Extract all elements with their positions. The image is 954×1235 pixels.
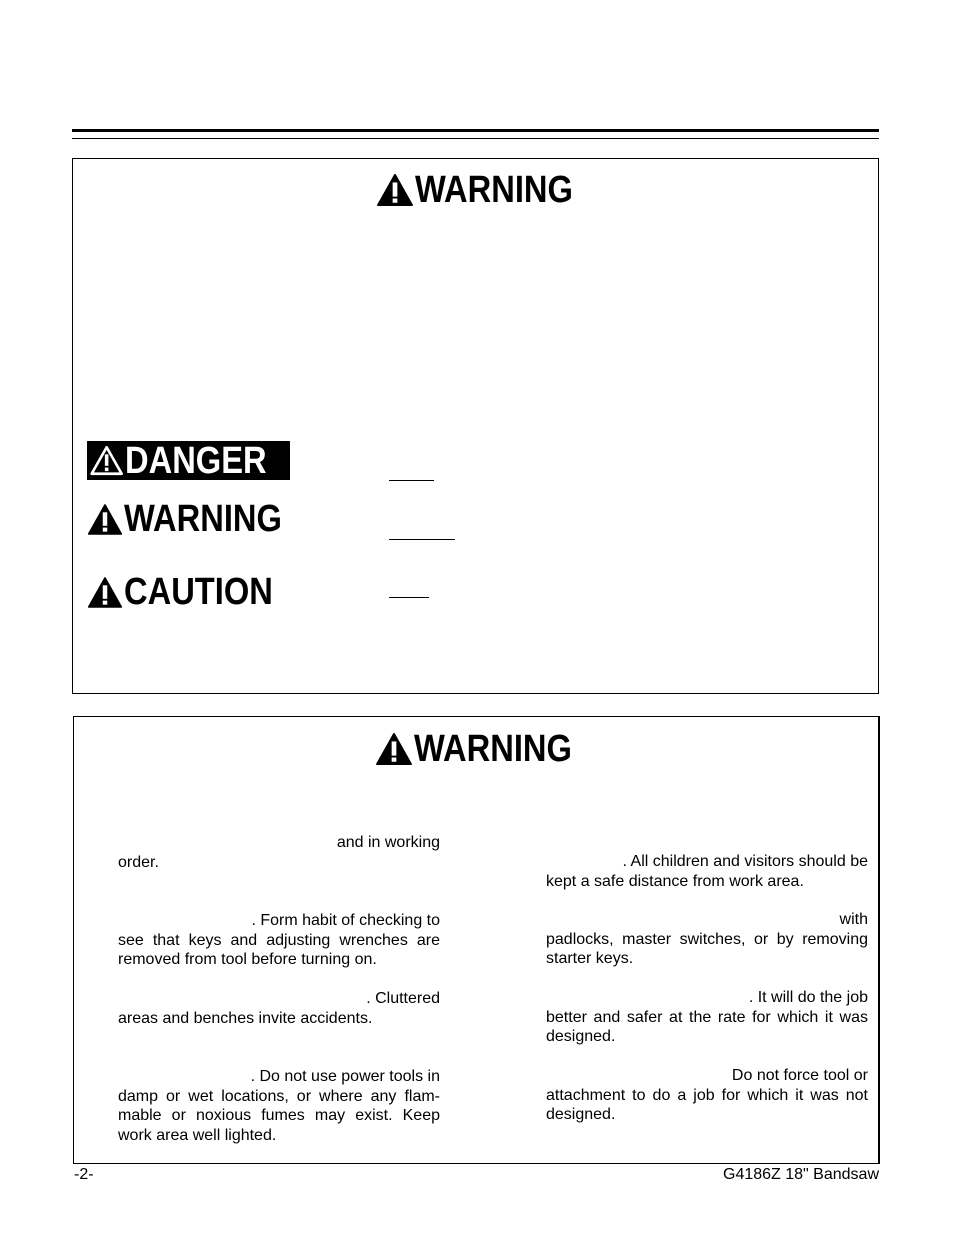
warning-triangle-icon bbox=[87, 503, 123, 536]
safety-rules-box bbox=[73, 716, 880, 1164]
safety-definitions-box bbox=[72, 158, 879, 694]
warning-triangle-icon bbox=[87, 576, 123, 609]
underline-mark bbox=[389, 480, 434, 481]
rule-line: see that keys and adjusting wrenches are bbox=[118, 931, 440, 949]
underline-mark bbox=[389, 597, 429, 598]
rule-line: work area well lighted. bbox=[118, 1126, 277, 1144]
rule-line: better and safer at the rate for which it was bbox=[546, 1008, 868, 1026]
rule-line: damp or wet locations, or where any flam- bbox=[118, 1087, 440, 1105]
rule-paragraph bbox=[546, 1066, 868, 1125]
rule-paragraph bbox=[118, 911, 440, 970]
rule-paragraph bbox=[546, 852, 868, 891]
rule-line: mable or noxious fumes may exist. Keep bbox=[118, 1107, 440, 1124]
rule-line: designed. bbox=[546, 1106, 616, 1123]
rule-line: attachment to do a job for which it was not bbox=[546, 1086, 868, 1104]
rule-paragraph bbox=[546, 988, 868, 1047]
box-header-warning bbox=[376, 171, 599, 209]
danger-word: DANGER bbox=[125, 439, 267, 482]
rule-line: areas and benches invite accidents. bbox=[118, 1009, 373, 1027]
rule-line: . All children and visitors should be bbox=[622, 853, 868, 870]
rule-line: . Do not use power tools in bbox=[250, 1068, 440, 1085]
warning-triangle-icon bbox=[375, 732, 413, 766]
rule-paragraph bbox=[546, 910, 868, 969]
rule-line: and in working bbox=[336, 834, 440, 851]
rule-line: kept a safe distance from work area. bbox=[546, 872, 804, 890]
rule-line: order. bbox=[118, 853, 159, 871]
rule-line: . Form habit of checking to bbox=[251, 912, 440, 929]
warning-triangle-icon bbox=[89, 444, 124, 477]
warning-label bbox=[87, 500, 308, 538]
header-warning-label: WARNING bbox=[415, 169, 573, 211]
rule-line: removed from tool before turning on. bbox=[118, 951, 377, 968]
rule-line: with bbox=[839, 911, 868, 928]
rule-paragraph bbox=[118, 989, 440, 1028]
underline-mark bbox=[389, 539, 455, 540]
rule-line: starter keys. bbox=[546, 950, 634, 967]
warning-word: WARNING bbox=[124, 498, 282, 540]
top-rule-thick bbox=[72, 129, 879, 132]
rule-paragraph bbox=[118, 1067, 440, 1145]
caution-label bbox=[87, 573, 297, 611]
rule-line: . It will do the job bbox=[748, 989, 868, 1006]
box-header-warning bbox=[375, 730, 598, 768]
warning-triangle-icon bbox=[376, 173, 414, 207]
caution-word: CAUTION bbox=[124, 571, 273, 613]
page-number: -2- bbox=[74, 1166, 94, 1183]
rule-paragraph bbox=[118, 833, 440, 872]
danger-label bbox=[87, 441, 290, 480]
rule-line: designed. bbox=[546, 1028, 616, 1045]
model-title: G4186Z 18" Bandsaw bbox=[723, 1166, 879, 1183]
top-rule-thin bbox=[72, 138, 879, 139]
rule-line: . Cluttered bbox=[366, 990, 440, 1007]
header-warning-label: WARNING bbox=[414, 728, 572, 770]
rule-line: Do not force tool or bbox=[731, 1067, 868, 1084]
rule-line: padlocks, master switches, or by removing bbox=[546, 930, 868, 948]
